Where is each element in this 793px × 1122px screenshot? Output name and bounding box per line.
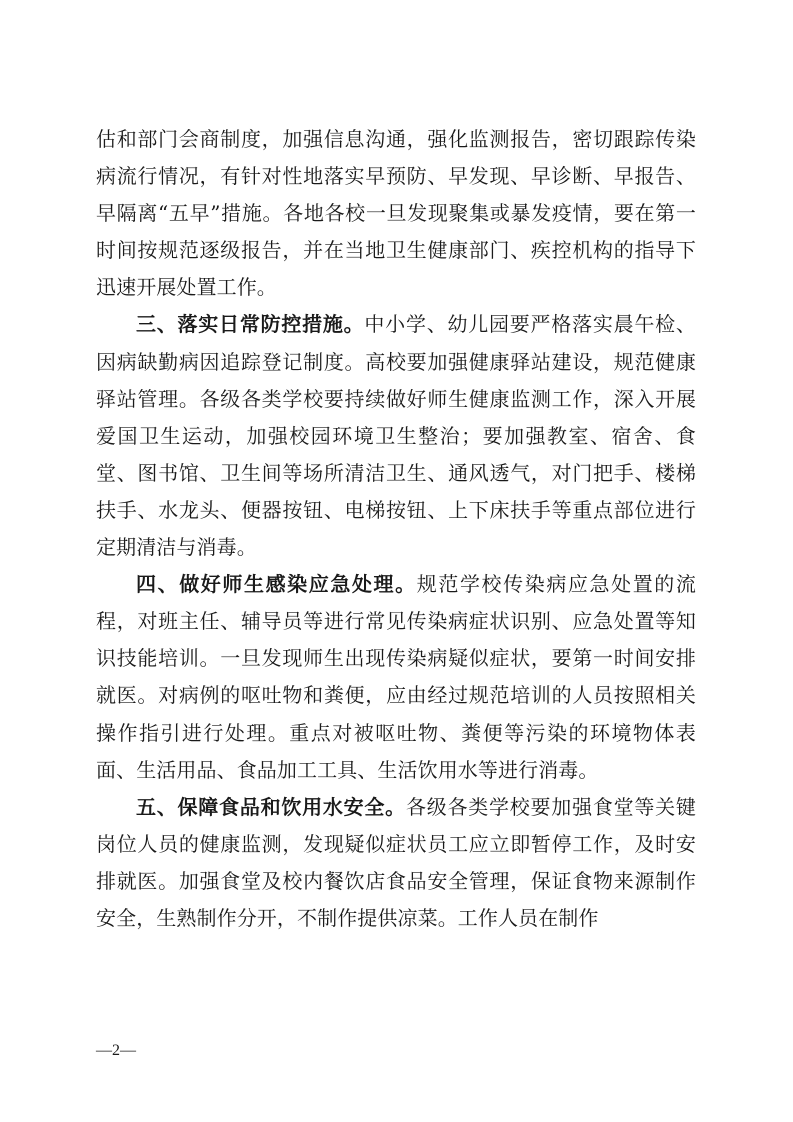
section-heading: 三、落实日常防控措施。 [136, 312, 365, 337]
paragraph-section-3 [96, 306, 696, 566]
section-heading: 四、做好师生感染应急处理。 [136, 572, 417, 597]
document-body [96, 121, 696, 937]
paragraph-section-4 [96, 566, 696, 789]
page-number: —2— [96, 1042, 136, 1059]
paragraph-text: 中小学、幼儿园要严格落实晨午检、因病缺勤病因追踪登记制度。高校要加强健康驿站建设，规范健康驿站管理。各级各类学校要持续做好师生健康监测工作，深入开展爱国卫生运动，加强校园环境卫生整治；要加强教室、宿舍、食堂、图书馆、卫生间等场所清洁卫生、通风透气，对门把手、楼梯扶手、水龙头、便器按钮、电梯按钮、上下床扶手等重点部位进行定期清洁与消毒。 [96, 312, 696, 560]
paragraph-text: 估和部门会商制度，加强信息沟通，强化监测报告，密切跟踪传染病流行情况，有针对性地落实早预防、早发现、早诊断、早报告、早隔离“五早”措施。各地各校一旦发现聚集或暴发疫情，要在第一时间按规范逐级报告，并在当地卫生健康部门、疾控机构的指导下迅速开展处置工作。 [96, 127, 696, 300]
paragraph-section-5 [96, 789, 696, 937]
paragraph-continuation [96, 121, 696, 306]
section-heading: 五、保障食品和饮用水安全。 [136, 794, 406, 819]
paragraph-text: 各级各类学校要加强食堂等关键岗位人员的健康监测，发现疑似症状员工应立即暂停工作，及时安排就医。加强食堂及校内餐饮店食品安全管理，保证食物来源制作安全，生熟制作分开，不制作提供凉菜。工作人员在制作 [96, 794, 696, 930]
paragraph-text: 规范学校传染病应急处置的流程，对班主任、辅导员等进行常见传染病症状识别、应急处置等知识技能培训。一旦发现师生出现传染病疑似症状，要第一时间安排就医。对病例的呕吐物和粪便，应由经过规范培训的人员按照相关操作指引进行处理。重点对被呕吐物、粪便等污染的环境物体表面、生活用品、食品加工工具、生活饮用水等进行消毒。 [96, 572, 696, 782]
